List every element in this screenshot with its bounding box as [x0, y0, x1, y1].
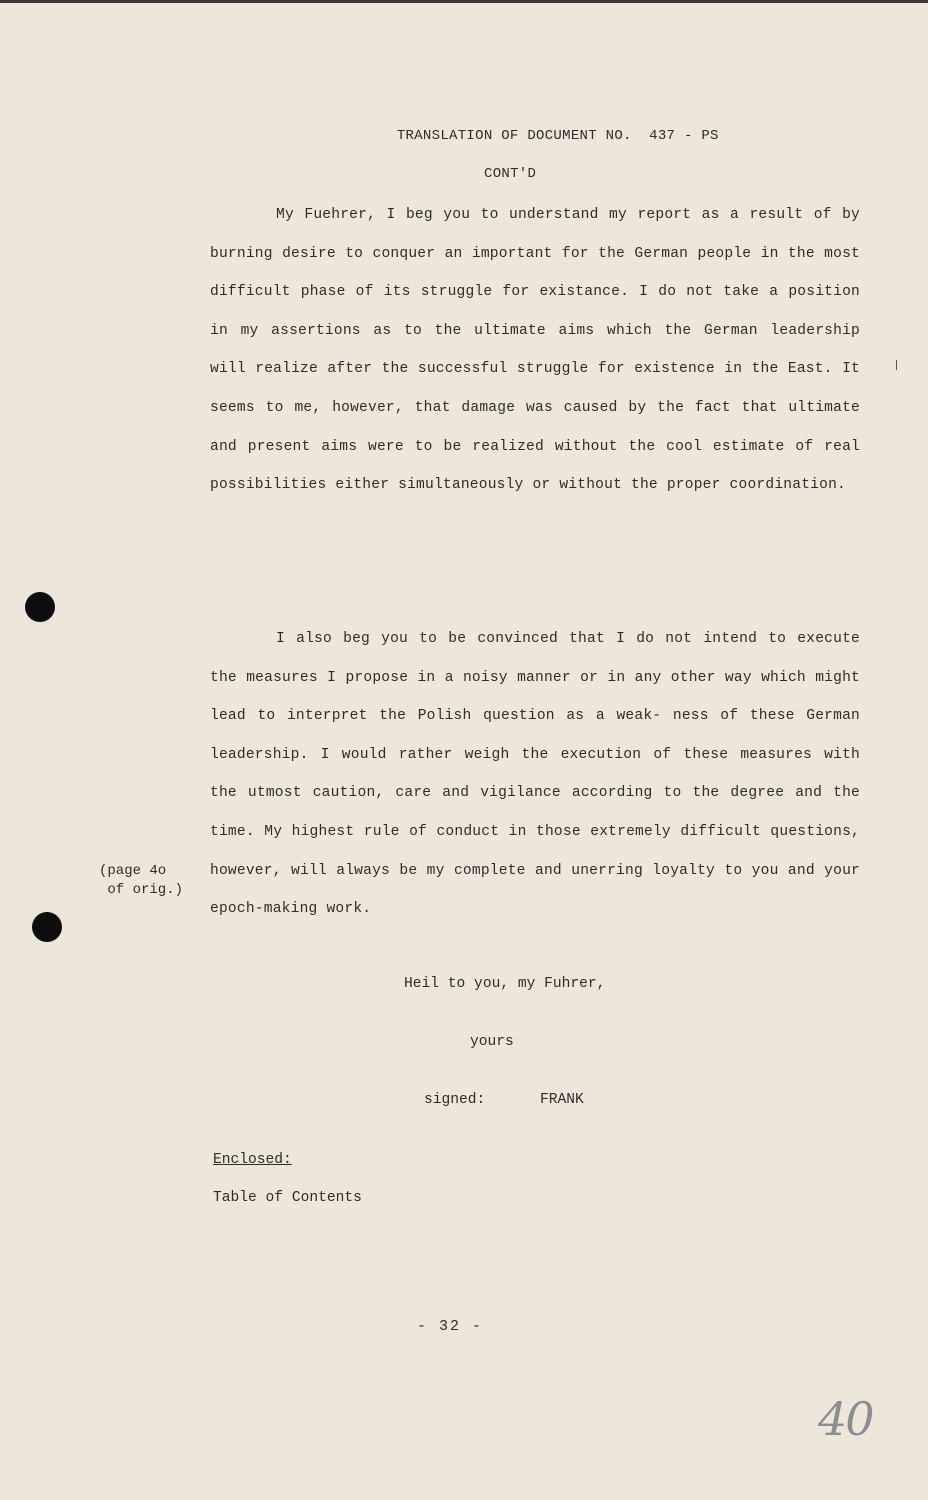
enclosure-label: Enclosed:	[213, 1152, 292, 1168]
margin-note-page-ref: (page 4o of orig.)	[99, 863, 184, 898]
punch-hole-lower	[32, 912, 62, 942]
document-subtitle: CONT'D	[484, 166, 537, 182]
closing-yours: yours	[470, 1034, 514, 1050]
margin-mark	[896, 360, 897, 370]
punch-hole-upper	[25, 592, 55, 622]
page-top-edge	[0, 0, 928, 3]
handwritten-annotation: 40	[818, 1392, 873, 1446]
enclosure-item: Table of Contents	[213, 1190, 362, 1206]
closing-salutation: Heil to you, my Fuhrer,	[404, 976, 606, 992]
body-paragraph-2: I also beg you to be convinced that I do not intend to execute the measures I propose in a noisy manner or in any other way which might lead to interpret the Polish question as a weak- ness of these German leadership. I would rather weigh the execution of these measures with the utmost caution, care and vigilance according to the degree and the time. My highest rule of conduct in those extremely difficult questions, however, will always be my complete and unerring loyalty to you and your epoch-making work.	[210, 631, 860, 918]
signed-label: signed:	[424, 1092, 486, 1108]
body-paragraph-1: My Fuehrer, I beg you to understand my report as a result of by burning desire to conquer an important for the German people in the most difficult phase of its struggle for existance. I do not take a position in my assertions as to the ultimate aims which the German leadership will realize after the successful struggle for existence in the East. It seems to me, however, that damage was caused by the fact that ultimate and present aims were to be realized without the cool estimate of real possibilities either simultaneously or without the proper coordination.	[210, 207, 860, 494]
document-title: TRANSLATION OF DOCUMENT NO. 437 - PS	[396, 128, 719, 144]
page-number: - 32 -	[416, 1318, 483, 1335]
signature-name: FRANK	[540, 1092, 584, 1108]
